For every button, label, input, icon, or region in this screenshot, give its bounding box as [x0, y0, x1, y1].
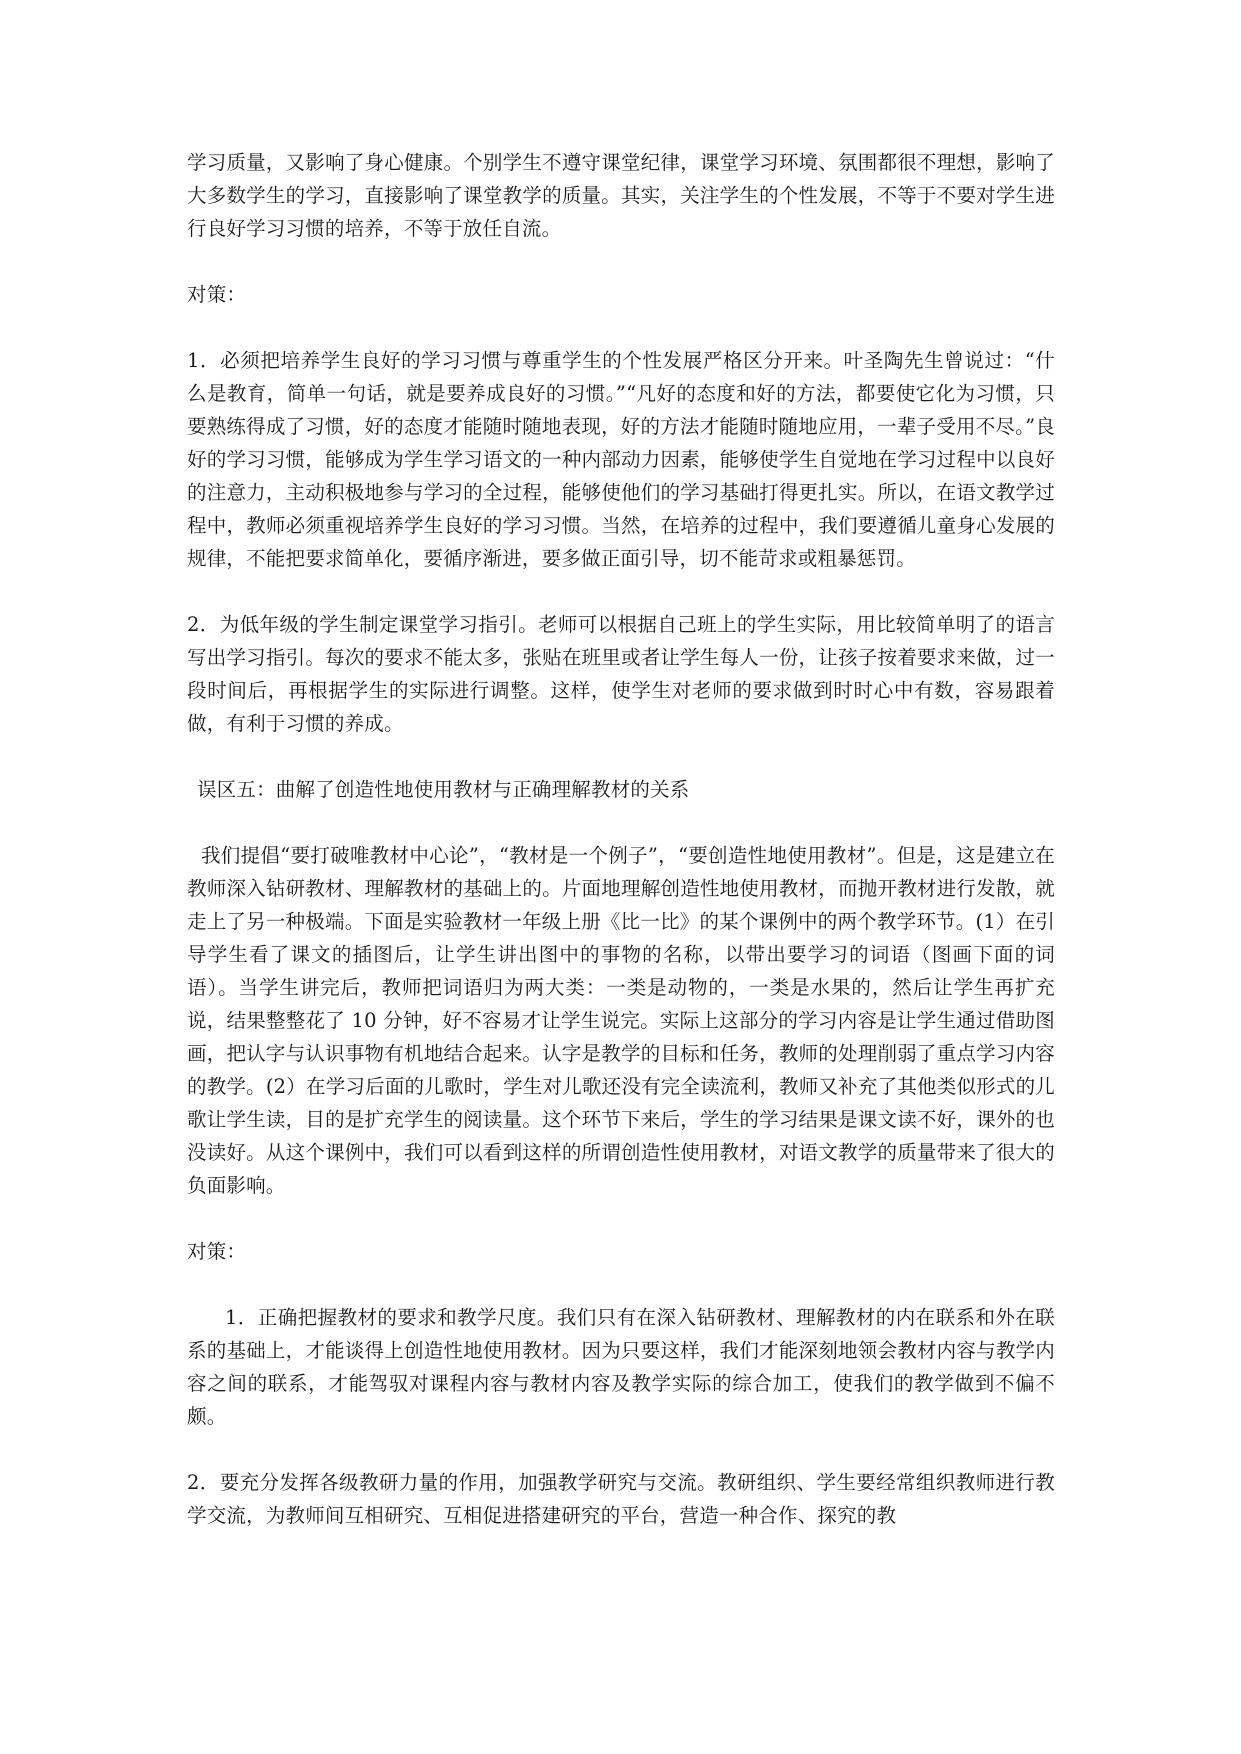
heading-countermeasures-1: 对策： [187, 283, 247, 306]
paragraph-countermeasure-2-2: 2．要充分发挥各级教研力量的作用，加强教学研究与交流。教研组织、学生要经常组织教师进行教学交流，为教师间互相研究、互相促进搭建研究的平台，营造一种合作、探究的教 [187, 1471, 1055, 1527]
paragraph-continuation: 学习质量，又影响了身心健康。个别学生不遵守课堂纪律，课堂学习环境、氛围都很不理想，影响了大多数学生的学习，直接影响了课堂教学的质量。其实，关注学生的个性发展，不等于不要对学生进行良好学习习惯的培养，不等于放任自流。 [187, 151, 1055, 240]
heading-countermeasures-2: 对策： [187, 1240, 247, 1263]
paragraph-countermeasure-2-1: 1．正确把握教材的要求和教学尺度。我们只有在深入钻研教材、理解教材的内在联系和外在联系的基础上，才能谈得上创造性地使用教材。因为只要这样，我们才能深刻地领会教材内容与教学内容之间的联系，才能驾驭对课程内容与教材内容及教学实际的综合加工，使我们的教学做到不偏不颇。 [187, 1306, 1055, 1428]
paragraph-countermeasure-1-2: 2．为低年级的学生制定课堂学习指引。老师可以根据自己班上的学生实际，用比较简单明了的语言写出学习指引。每次的要求不能太多，张贴在班里或者让学生每人一份，让孩子按着要求来做，过一段时间后，再根据学生的实际进行调整。这样，使学生对老师的要求做到时时心中有数，容易跟着做，有利于习惯的养成。 [187, 613, 1055, 735]
section-heading-misconception-5: 误区五：曲解了创造性地使用教材与正确理解教材的关系 [197, 778, 690, 801]
document-page [187, 146, 1055, 1532]
paragraph-countermeasure-1-1: 1．必须把培养学生良好的学习习惯与尊重学生的个性发展严格区分开来。叶圣陶先生曾说过：“什么是教育，简单一句话，就是要养成良好的习惯。”“凡好的态度和好的方法，都要使它化为习惯，只要熟练得成了习惯，好的态度才能随时随地表现，好的方法才能随时随地应用，一辈子受用不尽。”良好的学习习惯，能够成为学生学习语文的一种内部动力因素，能够使学生自觉地在学习过程中以良好的注意力，主动积极地参与学习的全过程，能够使他们的学习基础打得更扎实。所以，在语文教学过程中，教师必须重视培养学生良好的学习习惯。当然，在培养的过程中，我们要遵循儿童身心发展的规律，不能把要求简单化，要循序渐进，要多做正面引导，切不能苛求或粗暴惩罚。 [187, 349, 1055, 570]
paragraph-misconception-5-body: 我们提倡“要打破唯教材中心论”，“教材是一个例子”，“要创造性地使用教材”。但是，这是建立在教师深入钻研教材、理解教材的基础上的。片面地理解创造性地使用教材，而抛开教材进行发散，就走上了另一种极端。下面是实验教材一年级上册《比一比》的某个课例中的两个教学环节。(1）在引导学生看了课文的插图后，让学生讲出图中的事物的名称，以带出要学习的词语（图画下面的词语）。当学生讲完后，教师把词语归为两大类：一类是动物的，一类是水果的，然后让学生再扩充说，结果整整花了 10 分钟，好不容易才让学生说完。实际上这部分的学习内容是让学生通过借助图画，把认字与认识事物有机地结合起来。认字是教学的目标和任务，教师的处理削弱了重点学习内容的教学。(2）在学习后面的儿歌时，学生对儿歌还没有完全读流利，教师又补充了其他类似形式的儿歌让学生读，目的是扩充学生的阅读量。这个环节下来后，学生的学习结果是课文读不好，课外的也没读好。从这个课例中，我们可以看到这样的所谓创造性使用教材，对语文教学的质量带来了很大的负面影响。 [187, 844, 1055, 1197]
